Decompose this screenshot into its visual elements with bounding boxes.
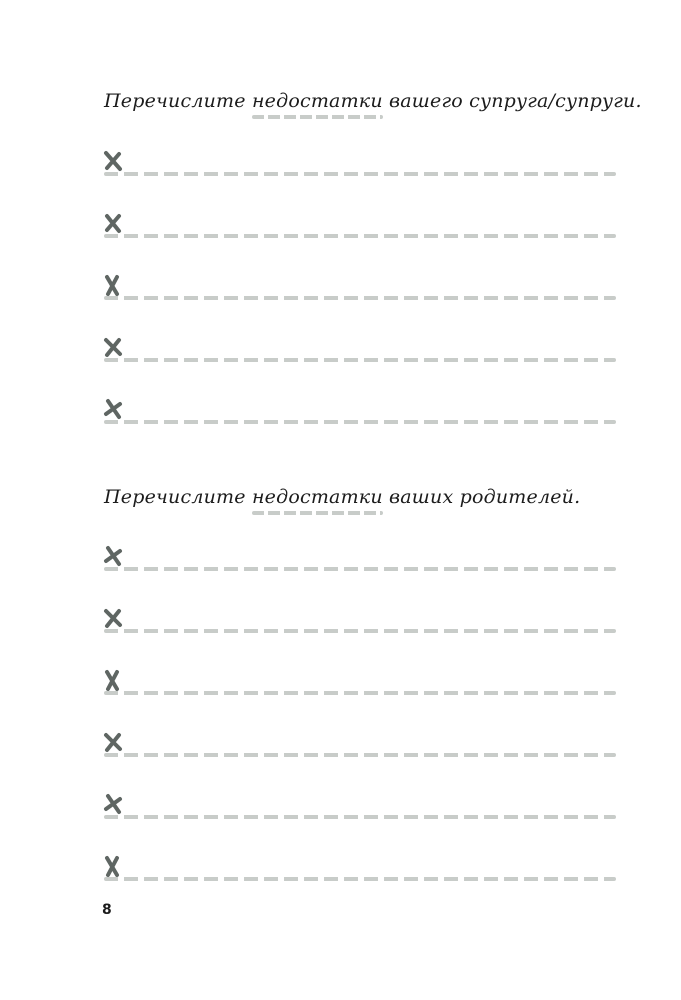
x-mark-icon bbox=[102, 150, 124, 172]
dashed-line bbox=[104, 420, 616, 424]
dashed-line bbox=[104, 234, 616, 238]
x-mark-icon bbox=[102, 793, 124, 815]
x-mark-icon bbox=[102, 545, 124, 567]
x-mark-icon bbox=[102, 398, 124, 420]
dashed-line bbox=[104, 815, 616, 819]
dashed-line bbox=[104, 629, 616, 633]
prompt-text-end: вашего супруга/супруги. bbox=[382, 90, 642, 112]
dashed-line bbox=[104, 877, 616, 881]
highlight-underline bbox=[252, 511, 383, 515]
prompt-text-end: ваших родителей. bbox=[382, 486, 581, 508]
dashed-line bbox=[104, 691, 616, 695]
dashed-line bbox=[104, 296, 616, 300]
x-mark-icon bbox=[102, 336, 124, 358]
highlight-text: недостатки bbox=[251, 486, 383, 508]
answer-line[interactable] bbox=[100, 150, 616, 176]
x-mark-icon bbox=[102, 669, 124, 691]
answer-line[interactable] bbox=[100, 545, 616, 571]
answer-line[interactable] bbox=[100, 212, 616, 238]
prompt-text-start: Перечислите bbox=[104, 486, 252, 508]
section-1-prompt bbox=[104, 90, 642, 112]
dashed-line bbox=[104, 567, 616, 571]
prompt-highlight-word bbox=[252, 486, 383, 508]
x-mark-icon bbox=[102, 607, 124, 629]
highlight-text: недостатки bbox=[251, 90, 383, 112]
answer-line[interactable] bbox=[100, 793, 616, 819]
answer-line[interactable] bbox=[100, 855, 616, 881]
highlight-underline bbox=[252, 115, 383, 119]
x-mark-icon bbox=[102, 274, 124, 296]
answer-line[interactable] bbox=[100, 669, 616, 695]
answer-line[interactable] bbox=[100, 398, 616, 424]
answer-line[interactable] bbox=[100, 731, 616, 757]
x-mark-icon bbox=[102, 212, 124, 234]
answer-line[interactable] bbox=[100, 607, 616, 633]
dashed-line bbox=[104, 753, 616, 757]
prompt-text-start: Перечислите bbox=[104, 90, 252, 112]
x-mark-icon bbox=[102, 731, 124, 753]
x-mark-icon bbox=[102, 855, 124, 877]
dashed-line bbox=[104, 172, 616, 176]
page-number: 8 bbox=[102, 902, 112, 918]
answer-line[interactable] bbox=[100, 336, 616, 362]
answer-line[interactable] bbox=[100, 274, 616, 300]
dashed-line bbox=[104, 358, 616, 362]
section-2-prompt bbox=[104, 486, 580, 508]
prompt-highlight-word bbox=[252, 90, 383, 112]
